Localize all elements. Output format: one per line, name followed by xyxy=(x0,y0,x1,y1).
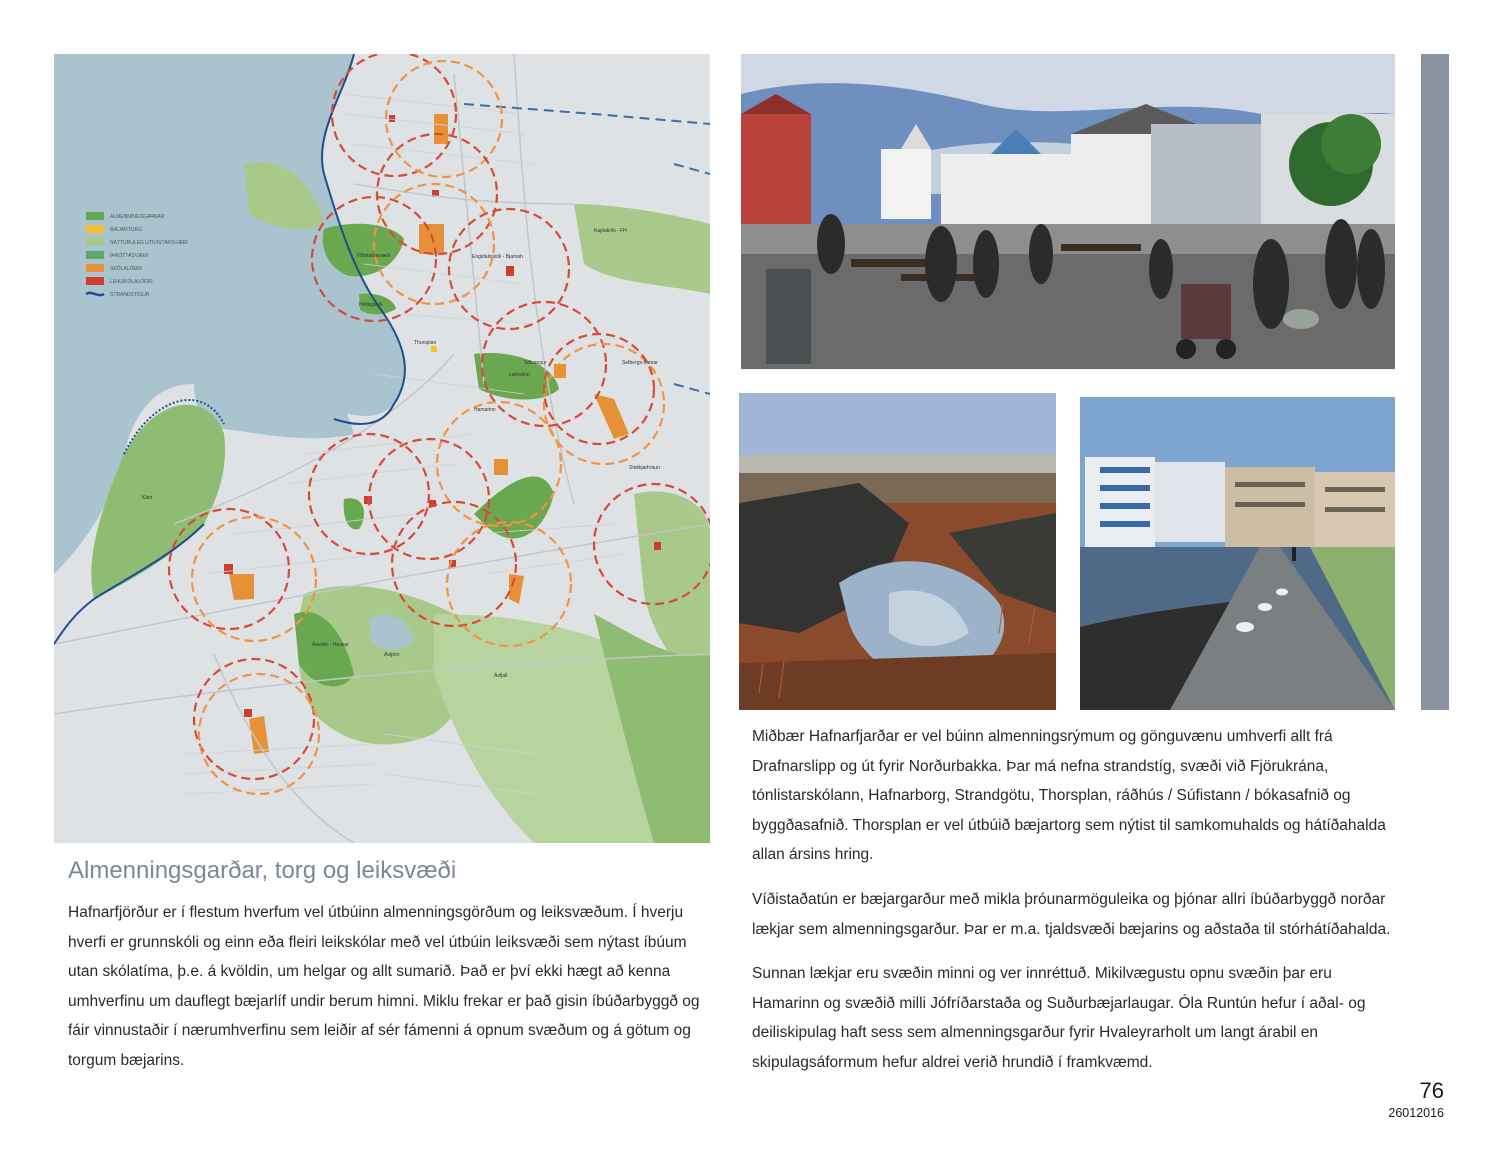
legend-swatch-schools xyxy=(86,264,104,272)
section-title: Almenningsgarðar, torg og leiksvæði xyxy=(68,857,457,884)
map-label: Ásvellir - Haukar xyxy=(312,642,349,648)
page-date: 26012016 xyxy=(1388,1106,1444,1120)
legend-swatch-natural xyxy=(86,238,104,246)
map-label: Ástjörn xyxy=(384,652,400,658)
photo-harbour-walkway xyxy=(1080,397,1395,710)
legend-label-square: BÆJARTORG xyxy=(110,227,143,233)
school-lot xyxy=(494,459,508,475)
town-square xyxy=(431,346,437,352)
map-label: Engidalsskóli - Bjarnah. xyxy=(472,254,525,260)
legend-label-coastal-path: STRANDSTÍGUR xyxy=(110,292,150,298)
right-paragraph-1: Miðbær Hafnarfjarðar er vel búinn almenningsrýmum og gönguvænu umhverfi allt frá Drafnarslipp og út fyrir Norðurbakka. Þar má nefna strandstíg, svæði við Fjörukrána, tónlistarskólann, Hafnarborg, Strandgötu, Thorsplan, ráðhús / Súfistann / bókasafnið og byggðasafnið. Thorsplan er vel útbúið bæjartorg sem nýtist til samkomuhalds og hátíðahalda allan ársins hring. xyxy=(752,728,1386,864)
map-label: Thorsplan xyxy=(414,340,437,346)
school-lot xyxy=(419,224,444,254)
preschool-lot xyxy=(389,115,395,122)
map-label: Setbergs-hamar xyxy=(622,360,658,366)
map-label: Kárir xyxy=(142,495,153,501)
page-number: 76 xyxy=(1419,1078,1444,1103)
planning-map xyxy=(54,54,710,843)
legend-swatch-square xyxy=(86,225,104,233)
legend-swatch-parks xyxy=(86,212,104,220)
right-text-column xyxy=(752,722,1392,1093)
legend-label-schools: SKÓLALÓÐIR xyxy=(110,266,142,272)
preschool-lot xyxy=(654,542,661,550)
legend-label-sports: ÍÞRÓTTASVÆÐI xyxy=(110,253,148,259)
map-label: Sólvangur xyxy=(524,360,547,366)
map-label: Hellisgerði xyxy=(359,302,383,308)
map-label: Víðistaðasvæði xyxy=(356,253,391,259)
legend-label-preschools: LEIKSKÓLALÓÐIR xyxy=(110,279,153,285)
map-label: Stekkjarhraun xyxy=(629,465,660,471)
photo-lava-stream xyxy=(739,393,1056,710)
right-paragraph-2: Víðistaðatún er bæjargarður með mikla þróunarmöguleika og þjónar allri íbúðarbyggð norðar lækjar sem almenningsgarður. Þar er m.a. tjaldsvæði bæjarins og aðstaða til stórhátíðahalda. xyxy=(752,890,1391,938)
photo-thorsplan-square xyxy=(741,54,1395,369)
legend-swatch-preschools xyxy=(86,277,104,285)
legend-label-parks: ALMENNINGSGARÐAR xyxy=(110,214,165,220)
preschool-lot xyxy=(244,709,252,717)
legend-label-natural: NÁTTÚRULEG ÚTIVISTARSVÆÐI xyxy=(110,240,188,246)
map-graphic xyxy=(54,54,710,843)
sidebar-accent-bar xyxy=(1421,54,1449,710)
map-label: Ásfjall xyxy=(494,673,508,679)
legend-swatch-sports xyxy=(86,251,104,259)
map-label: Kaplakriki - FH xyxy=(594,228,627,234)
map-label: Lækurinn xyxy=(509,372,530,378)
school-lot xyxy=(434,114,448,144)
map-label: Hamarinn xyxy=(474,407,496,413)
preschool-lot xyxy=(506,266,514,276)
school-lot xyxy=(554,364,566,378)
preschool-lot xyxy=(224,564,233,574)
left-paragraph: Hafnarfjörður er í flestum hverfum vel útbúinn almenningsgörðum og leiksvæðum. Í hverju hverfi er grunnskóli og einn eða fleiri leikskólar með vel útbúin leiksvæði sem nýtast íbúum utan skólatíma, þ.e. á kvöldin, um helgar og allt sumarið. Það er því ekki hægt að kenna umhverfinu um dauflegt bæjarlíf undir berum himni. Miklu frekar er það gisin íbúðarbyggð og fáir vinnustaðir í nærumhverfinu sem leiðir af sér fámenni á opnum svæðum og á götum og torgum bæjarins. xyxy=(68,904,700,1069)
right-paragraph-3: Sunnan lækjar eru svæðin minni og ver innréttuð. Mikilvægustu opnu svæðin þar eru Hamarinn og svæðið milli Jófríðarstaða og Suðurbæjarlaugar. Óla Runtún hefur í aðal- og deiliskipulag haft sess sem almenningsgarður fyrir Hvaleyrarholt um langt árabil en skipulagsáformum hefur aldrei verið hrundið í framkvæmd. xyxy=(752,965,1366,1071)
